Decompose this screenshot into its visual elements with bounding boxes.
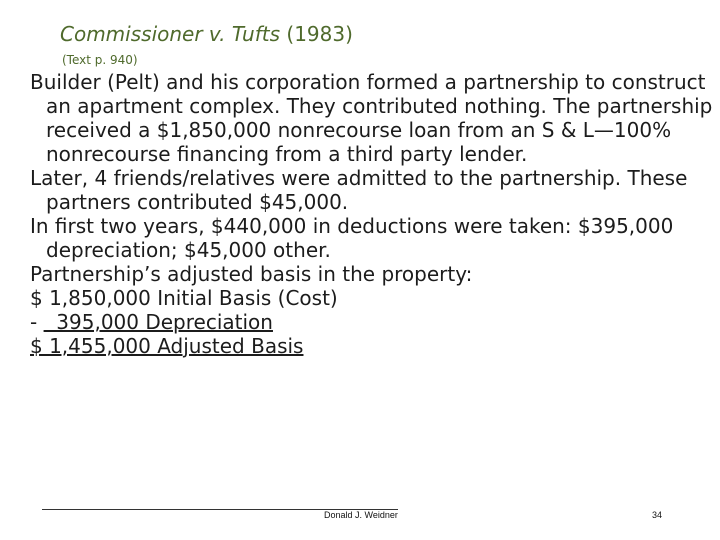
paragraph-deductions: In first two years, $440,000 in deductions were taken: $395,000 depreciation; $45,000 other. (30, 214, 674, 262)
basis-adjusted-line: $ 1,455,000 Adjusted Basis (30, 334, 304, 358)
text-reference: (Text p. 940) (62, 53, 138, 67)
paragraph-partnership-formation: Builder (Pelt) and his corporation formed a partnership to construct an apartment complex. They contributed nothing. The partnership received a $1,850,000 nonrecourse loan from an S & L—100% nonrecourse financing from a third party lender. (30, 70, 713, 166)
footer-author: Donald J. Weidner (324, 510, 398, 520)
paragraph-new-partners: Later, 4 friends/relatives were admitted to the partnership. These partners contributed $45,000. (30, 166, 688, 214)
case-year: (1983) (280, 22, 353, 46)
page-number: 34 (652, 510, 663, 520)
paragraph-adjusted-basis-heading: Partnership’s adjusted basis in the property: (30, 262, 473, 286)
depreciation-minus-sign: - (30, 310, 44, 334)
case-name: Commissioner v. Tufts (60, 22, 281, 46)
basis-depreciation-line (30, 310, 714, 334)
slide-body (30, 70, 714, 358)
basis-initial-line: $ 1,850,000 Initial Basis (Cost) (30, 286, 338, 310)
depreciation-amount: 395,000 Depreciation (43, 310, 273, 334)
slide-title (60, 22, 353, 46)
